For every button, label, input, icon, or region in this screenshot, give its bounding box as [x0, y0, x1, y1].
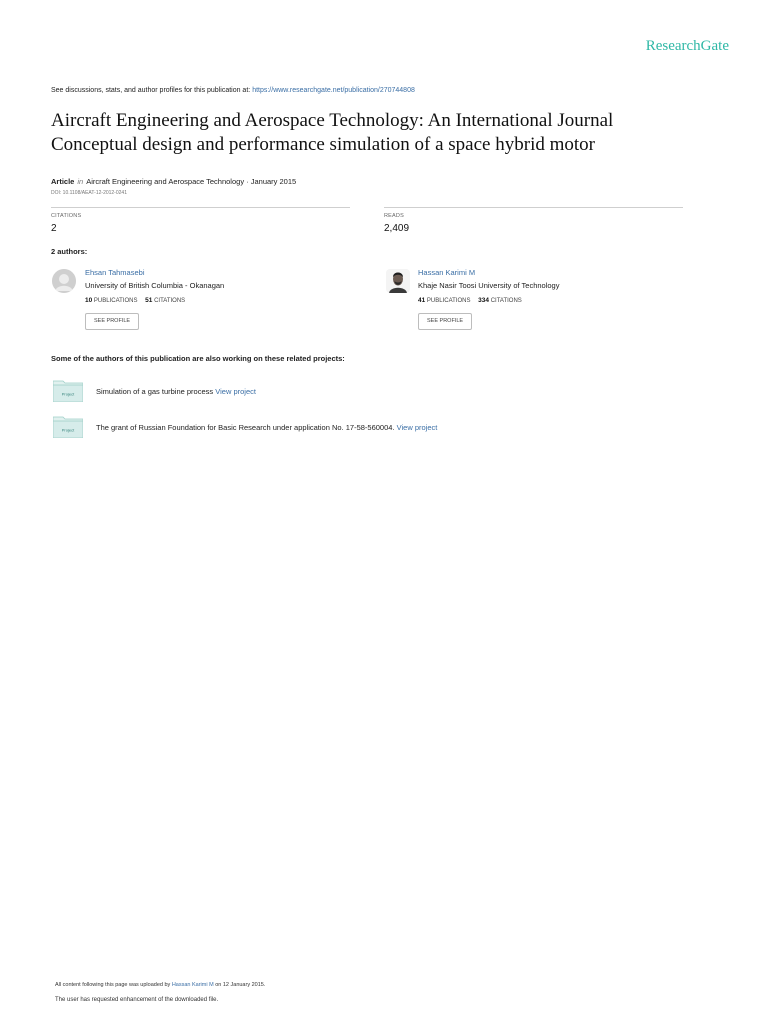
article-in: in: [77, 177, 84, 186]
researchgate-logo[interactable]: ResearchGate: [645, 38, 729, 54]
author-name-1[interactable]: Ehsan Tahmasebi: [85, 268, 145, 277]
project-icon-label-2: Project: [61, 427, 75, 433]
uploader-link[interactable]: Hassan Karimi M: [171, 982, 214, 988]
projects-heading: Some of the authors of this publication are also working on these related projects:: [51, 354, 345, 363]
author-photo-avatar[interactable]: [386, 269, 410, 293]
citations-label: CITATIONS: [51, 213, 82, 219]
upload-note: [55, 982, 265, 988]
reads-label: READS: [384, 213, 404, 219]
citations-value: 2: [51, 223, 57, 234]
author-2-citations-label: CITATIONS: [490, 298, 522, 304]
article-journal: Aircraft Engineering and Aerospace Technology · January 2015: [86, 177, 297, 186]
project-icon-label-1: Project: [61, 391, 75, 397]
page-title: [51, 109, 731, 157]
project-folder-icon: [53, 416, 83, 438]
article-doi: DOI: 10.1108/AEAT-12-2012-0241: [51, 190, 127, 196]
project-title-2: The grant of Russian Foundation for Basic Research under application No. 17-58-560004.: [96, 423, 395, 432]
default-avatar-icon[interactable]: [52, 269, 76, 293]
article-type: Article: [51, 177, 75, 186]
author-1-publications-label: PUBLICATIONS: [93, 298, 138, 304]
author-1-publications: 10: [85, 297, 93, 304]
author-2-publications-label: PUBLICATIONS: [426, 298, 471, 304]
authors-heading: 2 authors:: [51, 247, 88, 256]
author-2-publications: 41: [418, 297, 426, 304]
see-profile-button-2[interactable]: SEE PROFILE: [418, 313, 472, 330]
divider-reads: [384, 207, 683, 208]
view-project-link-2[interactable]: View project: [396, 423, 438, 432]
project-title-1: Simulation of a gas turbine process: [96, 387, 214, 396]
title-line-1: Aircraft Engineering and Aerospace Technology: An International Journal: [51, 110, 614, 131]
author-counts-2: [418, 297, 522, 304]
author-institution-1: University of British Columbia - Okanagan: [85, 281, 225, 290]
publication-link[interactable]: https://www.researchgate.net/publication/270744808: [252, 87, 415, 94]
discussions-line: [51, 87, 415, 94]
author-name-2[interactable]: Hassan Karimi M: [418, 268, 476, 277]
article-meta: [51, 177, 296, 186]
enhancement-note: The user has requested enhancement of the downloaded file.: [55, 997, 219, 1003]
upload-suffix: on 12 January 2015.: [215, 982, 266, 988]
author-2-citations: 334: [478, 297, 490, 304]
view-project-link-1[interactable]: View project: [215, 387, 256, 396]
project-item-1: [96, 387, 256, 396]
discussions-prefix: See discussions, stats, and author profiles for this publication at:: [51, 87, 251, 94]
title-line-2: Conceptual design and performance simulation of a space hybrid motor: [51, 134, 595, 155]
project-item-2: [96, 423, 437, 432]
author-counts-1: [85, 297, 185, 304]
see-profile-button-1[interactable]: SEE PROFILE: [85, 313, 139, 330]
divider-citations: [51, 207, 350, 208]
author-institution-2: Khaje Nasir Toosi University of Technology: [418, 281, 560, 290]
author-1-citations-label: CITATIONS: [154, 298, 186, 304]
upload-prefix: All content following this page was uploaded by: [55, 982, 171, 988]
project-folder-icon: [53, 380, 83, 402]
author-1-citations: 51: [145, 297, 153, 304]
reads-value: 2,409: [384, 223, 410, 234]
